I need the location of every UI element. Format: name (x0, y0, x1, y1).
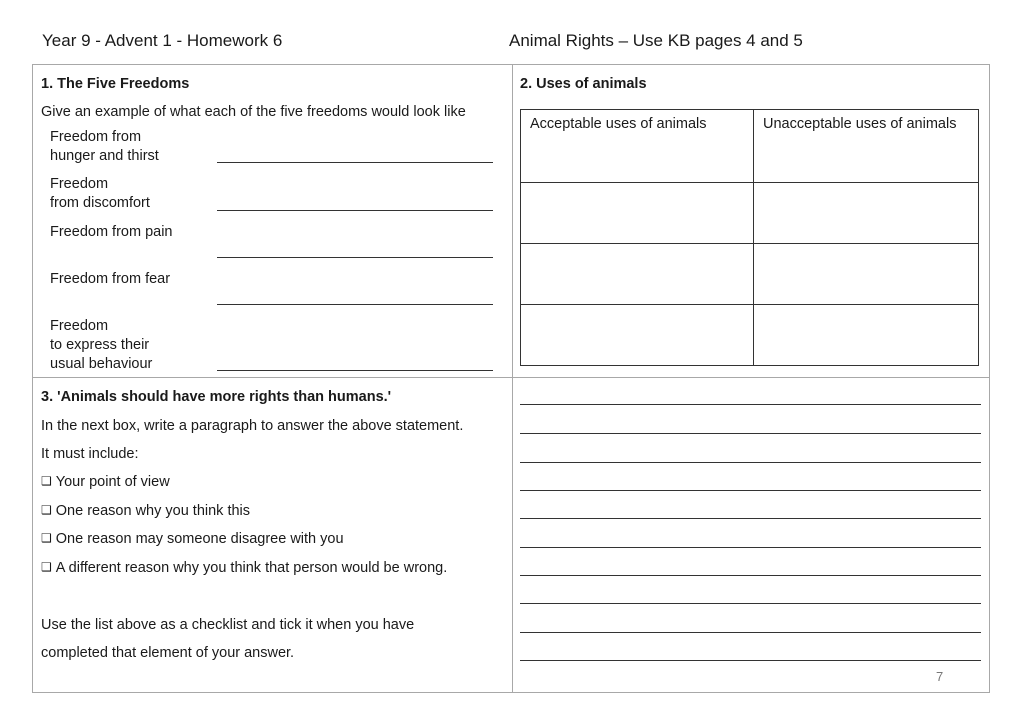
freedom-discomfort-line2: from discomfort (50, 195, 150, 211)
answer-line[interactable] (520, 603, 981, 604)
uses-header-acceptable: Acceptable uses of animals (521, 110, 754, 183)
grid-divider-vertical (512, 64, 513, 693)
uses-cell[interactable] (521, 244, 754, 305)
must-include-label: It must include: (41, 446, 139, 462)
section3-title: 3. 'Animals should have more rights than humans.' (41, 389, 392, 405)
freedom-hunger-line2: hunger and thirst (50, 148, 159, 164)
section2-title: 2. Uses of animals (520, 76, 647, 92)
checkbox-icon[interactable]: ❑ (41, 560, 52, 574)
answer-line-pain[interactable] (217, 257, 493, 258)
answer-line-behaviour[interactable] (217, 370, 493, 371)
grid-divider-horizontal (32, 377, 990, 378)
answer-line[interactable] (520, 518, 981, 519)
uses-header-unacceptable: Unacceptable uses of animals (754, 110, 979, 183)
answer-line-fear[interactable] (217, 304, 493, 305)
checklist-item-label: A different reason why you think that person would be wrong. (55, 560, 448, 576)
section1-title: 1. The Five Freedoms (41, 76, 190, 92)
answer-line[interactable] (520, 462, 981, 463)
answer-line[interactable] (520, 490, 981, 491)
answer-line[interactable] (520, 433, 981, 434)
page-number: 7 (936, 669, 944, 684)
answer-line[interactable] (520, 632, 981, 633)
freedom-behaviour-line3: usual behaviour (50, 356, 153, 372)
answer-line[interactable] (520, 660, 981, 661)
uses-table (520, 109, 979, 366)
checklist-item[interactable] (41, 530, 344, 549)
checklist-note-line2: completed that element of your answer. (41, 645, 295, 661)
freedom-behaviour-line2: to express their (50, 337, 150, 353)
freedom-hunger-line1: Freedom from (50, 129, 142, 145)
header-title: Year 9 - Advent 1 - Homework 6 (42, 31, 283, 50)
freedom-pain-label: Freedom from pain (50, 224, 173, 240)
uses-cell[interactable] (521, 183, 754, 244)
uses-cell[interactable] (521, 305, 754, 366)
section3-instruction: In the next box, write a paragraph to answer the above statement. (41, 418, 464, 434)
checklist-item-label: One reason why you think this (55, 503, 251, 519)
uses-cell[interactable] (754, 305, 979, 366)
answer-line-discomfort[interactable] (217, 210, 493, 211)
answer-line-hunger[interactable] (217, 162, 493, 163)
checklist-note-line1: Use the list above as a checklist and tick it when you have (41, 617, 415, 633)
checklist-item[interactable] (41, 473, 170, 492)
uses-cell[interactable] (754, 183, 979, 244)
checkbox-icon[interactable]: ❑ (41, 531, 52, 545)
uses-cell[interactable] (754, 244, 979, 305)
checklist-item[interactable] (41, 559, 447, 578)
checklist-item-label: Your point of view (55, 474, 170, 490)
answer-line[interactable] (520, 575, 981, 576)
checklist-item-label: One reason may someone disagree with you (55, 531, 344, 547)
answer-line[interactable] (520, 547, 981, 548)
freedom-discomfort-line1: Freedom (50, 176, 109, 192)
freedom-fear-label: Freedom from fear (50, 271, 171, 287)
header-subtitle: Animal Rights – Use KB pages 4 and 5 (509, 31, 803, 50)
answer-line[interactable] (520, 404, 981, 405)
freedom-behaviour-line1: Freedom (50, 318, 109, 334)
checkbox-icon[interactable]: ❑ (41, 503, 52, 517)
checklist-item[interactable] (41, 502, 250, 521)
checkbox-icon[interactable]: ❑ (41, 474, 52, 488)
section1-instruction: Give an example of what each of the five freedoms would look like (41, 104, 466, 120)
